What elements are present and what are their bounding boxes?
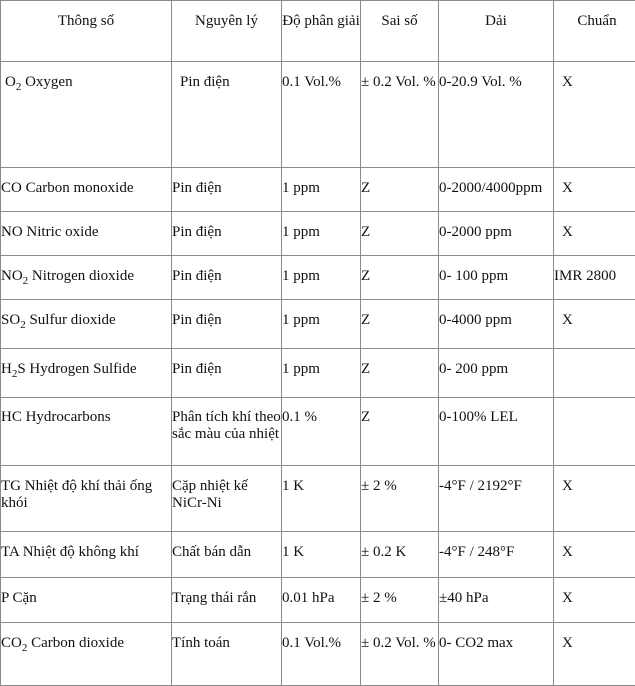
table-row xyxy=(1,532,635,578)
cell-standard: X xyxy=(554,578,635,623)
table-row xyxy=(1,256,635,300)
cell-principle: Tính toán xyxy=(172,623,282,686)
cell-standard: X xyxy=(554,466,635,532)
cell-error: Z xyxy=(361,398,439,466)
cell-resolution: 1 ppm xyxy=(282,300,361,349)
cell-parameter: HC Hydrocarbons xyxy=(1,398,172,466)
cell-range: 0- 100 ppm xyxy=(439,256,554,300)
cell-range: 0- CO2 max xyxy=(439,623,554,686)
cell-standard: X xyxy=(554,168,635,212)
cell-parameter: $NO_2$ Nitrogen dioxide xyxy=(1,256,172,300)
cell-range: -4°F / 2192°F xyxy=(439,466,554,532)
cell-principle: Cặp nhiệt kế NiCr-Ni xyxy=(172,466,282,532)
cell-resolution: 0.1 Vol.% xyxy=(282,623,361,686)
cell-principle: Pin điện xyxy=(172,168,282,212)
cell-error: Z xyxy=(361,349,439,398)
header-resolution: Độ phân giải xyxy=(282,1,361,62)
table-row xyxy=(1,623,635,686)
cell-standard: X xyxy=(554,623,635,686)
cell-parameter: $O_2$ Oxygen xyxy=(1,62,172,168)
cell-principle: Trạng thái rắn xyxy=(172,578,282,623)
cell-parameter: $SO_2$ Sulfur dioxide xyxy=(1,300,172,349)
header-standard: Chuẩn xyxy=(554,1,635,62)
cell-range: 0-2000/4000ppm xyxy=(439,168,554,212)
cell-range: 0- 200 ppm xyxy=(439,349,554,398)
table-row xyxy=(1,578,635,623)
cell-principle: Pin điện xyxy=(172,62,282,168)
cell-error: Z xyxy=(361,256,439,300)
cell-standard xyxy=(554,398,635,466)
cell-standard: X xyxy=(554,212,635,256)
cell-error: ± 0.2 Vol. % xyxy=(361,623,439,686)
header-range: Dải xyxy=(439,1,554,62)
header-error: Sai số xyxy=(361,1,439,62)
cell-principle: Pin điện xyxy=(172,256,282,300)
cell-standard: X xyxy=(554,532,635,578)
cell-parameter: CO Carbon monoxide xyxy=(1,168,172,212)
cell-resolution: 1 K xyxy=(282,466,361,532)
cell-standard xyxy=(554,349,635,398)
header-row xyxy=(1,1,635,62)
cell-parameter: TG Nhiệt độ khí thải ống khói xyxy=(1,466,172,532)
cell-resolution: 1 ppm xyxy=(282,168,361,212)
cell-parameter: TA Nhiệt độ không khí xyxy=(1,532,172,578)
table-row xyxy=(1,300,635,349)
cell-principle: Pin điện xyxy=(172,300,282,349)
table-row xyxy=(1,212,635,256)
cell-error: Z xyxy=(361,168,439,212)
cell-range: 0-20.9 Vol. % xyxy=(439,62,554,168)
cell-range: 0-2000 ppm xyxy=(439,212,554,256)
cell-parameter: NO Nitric oxide xyxy=(1,212,172,256)
cell-error: ± 2 % xyxy=(361,466,439,532)
cell-standard: X xyxy=(554,62,635,168)
cell-error: Z xyxy=(361,300,439,349)
cell-resolution: 1 ppm xyxy=(282,212,361,256)
table-row xyxy=(1,398,635,466)
cell-resolution: 1 ppm xyxy=(282,256,361,300)
cell-principle: Phân tích khí theo sắc màu của nhiệt xyxy=(172,398,282,466)
cell-range: 0-100% LEL xyxy=(439,398,554,466)
cell-parameter: P Cặn xyxy=(1,578,172,623)
cell-principle: Pin điện xyxy=(172,212,282,256)
cell-resolution: 1 K xyxy=(282,532,361,578)
cell-range: ±40 hPa xyxy=(439,578,554,623)
cell-resolution: 0.1 % xyxy=(282,398,361,466)
header-parameter: Thông số xyxy=(1,1,172,62)
table-row xyxy=(1,168,635,212)
cell-range: -4°F / 248°F xyxy=(439,532,554,578)
cell-principle: Pin điện xyxy=(172,349,282,398)
cell-error: ± 0.2 K xyxy=(361,532,439,578)
cell-parameter: $H_2S$ Hydrogen Sulfide xyxy=(1,349,172,398)
cell-standard: IMR 2800 xyxy=(554,256,635,300)
cell-resolution: 0.01 hPa xyxy=(282,578,361,623)
cell-error: ± 2 % xyxy=(361,578,439,623)
cell-range: 0-4000 ppm xyxy=(439,300,554,349)
cell-error: Z xyxy=(361,212,439,256)
cell-standard: X xyxy=(554,300,635,349)
cell-parameter: $CO_2$ Carbon dioxide xyxy=(1,623,172,686)
cell-error: ± 0.2 Vol. % xyxy=(361,62,439,168)
cell-resolution: 1 ppm xyxy=(282,349,361,398)
table-row xyxy=(1,466,635,532)
cell-resolution: 0.1 Vol.% xyxy=(282,62,361,168)
table-row xyxy=(1,349,635,398)
header-principle: Nguyên lý xyxy=(172,1,282,62)
cell-principle: Chất bán dẫn xyxy=(172,532,282,578)
table-row xyxy=(1,62,635,168)
